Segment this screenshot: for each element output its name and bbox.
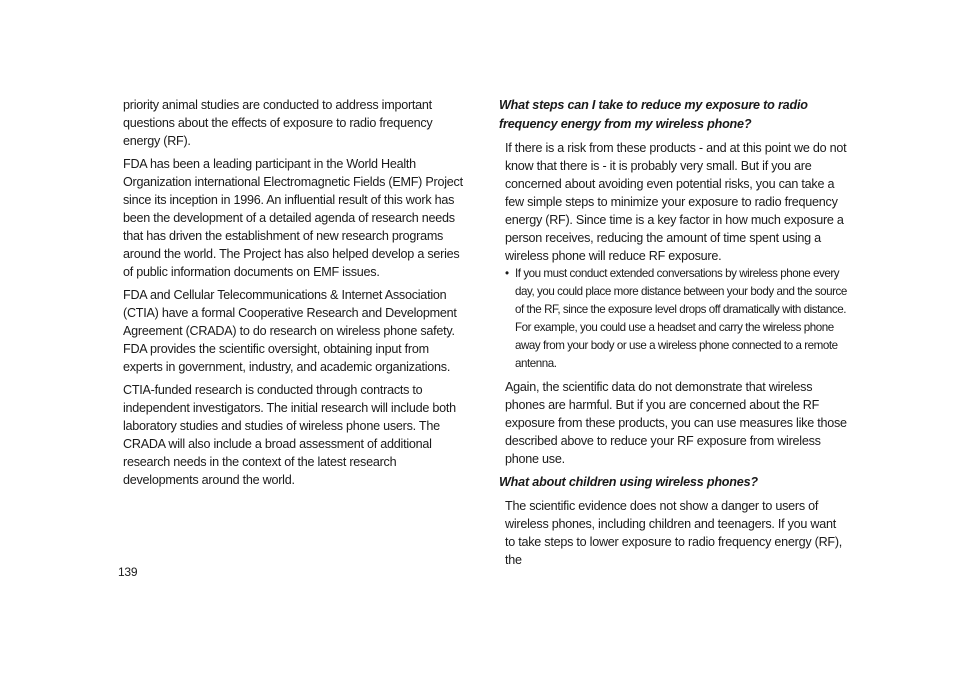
- paragraph-risk: If there is a risk from these products - and at this point we do not know that there is - it is probably very small. But if you are concerned about avoiding even potential risks, you can take a few simple steps to minimize your exposure to radio frequency energy (RF). Since time is a key factor in how much exposure a person receives, reducing the amount of time spent using a wireless phone will reduce RF exposure.: [505, 141, 847, 263]
- paragraph-ctia-research: CTIA-funded research is conducted through contracts to independent investigators. The initial research will include both laboratory studies and studies of wireless phone users. The CRADA will also include a broad assessment of additional research needs in the context of the latest research developments around the world.: [123, 383, 456, 487]
- heading-reduce-exposure: What steps can I take to reduce my exposure to radio frequency energy from my wireless phone?: [499, 98, 808, 131]
- right-column: [499, 96, 849, 569]
- paragraph-children: The scientific evidence does not show a danger to users of wireless phones, including children and teenagers. If you want to take steps to lower exposure to radio frequency energy (RF), the: [505, 499, 843, 567]
- left-column: [123, 96, 468, 494]
- bullet-item-distance: [499, 265, 849, 373]
- paragraph-crada: FDA and Cellular Telecommunications & Internet Association (CTIA) have a formal Cooperative Research and Development Agreement (CRADA) to do research on wireless phone safety. FDA provides the scientific oversight, obtaining input from experts in government, industry, and academic organizations.: [123, 288, 457, 374]
- paragraph-again: Again, the scientific data do not demonstrate that wireless phones are harmful. But if you are concerned about the RF exposure from these products, you can use measures like those described above to reduce your RF exposure from wireless phone use.: [505, 380, 847, 466]
- heading-children: What about children using wireless phones?: [499, 475, 758, 489]
- bullet-icon: •: [505, 267, 509, 280]
- bullet-text: If you must conduct extended conversations by wireless phone every day, you could place more distance between your body and the source of the RF, since the exposure level drops off dramatically with distance. For example, you could use a headset and carry the wireless phone away from your body or use a wireless phone connected to a remote antenna.: [515, 267, 847, 370]
- page-number: 139: [118, 565, 138, 579]
- paragraph-animal-studies: priority animal studies are conducted to address important questions about the effects of exposure to radio frequency energy (RF).: [123, 98, 433, 148]
- paragraph-emf-project: FDA has been a leading participant in the World Health Organization international Electromagnetic Fields (EMF) Project since its inception in 1996. An influential result of this work has been the development of a detailed agenda of research needs that has driven the establishment of new research programs around the world. The Project has also helped develop a series of public information documents on EMF issues.: [123, 157, 463, 279]
